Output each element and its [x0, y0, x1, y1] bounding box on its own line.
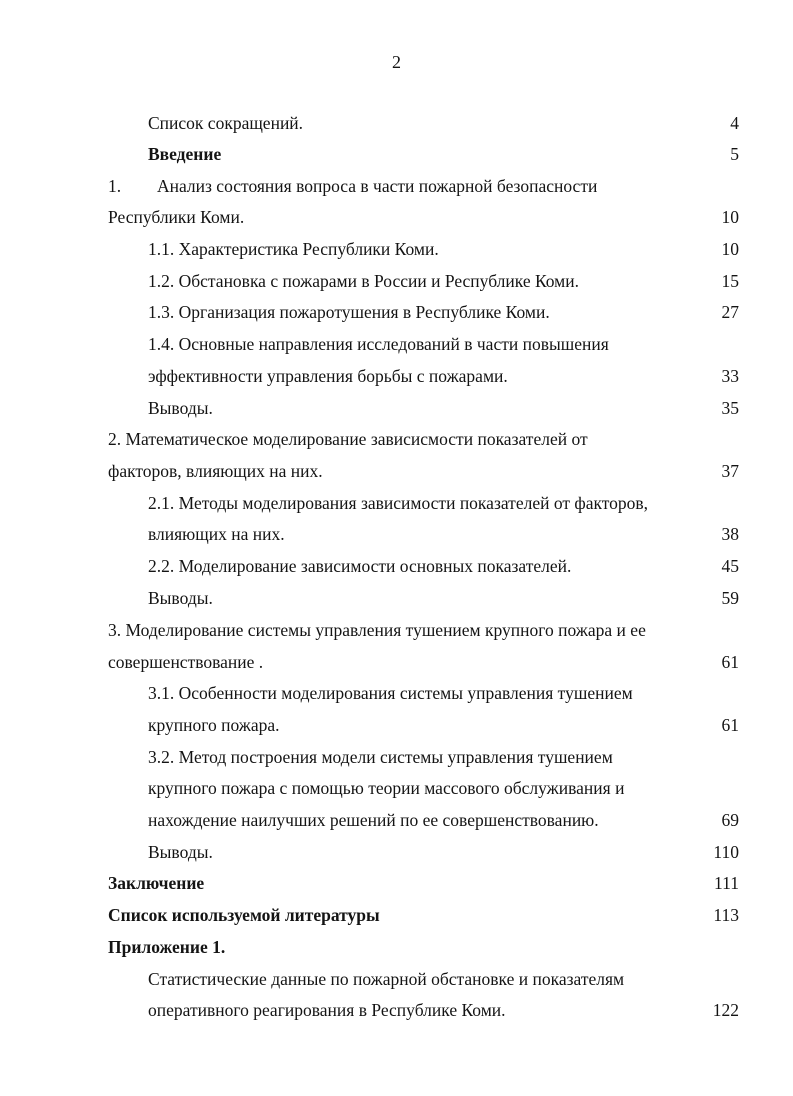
toc-chapter-3-line1 — [0, 617, 793, 643]
toc-entry-page: 61 — [721, 715, 739, 735]
toc-entry-text: эффективности управления борьбы с пожарами. — [148, 366, 508, 386]
toc-entry-text: крупного пожара с помощью теории массового обслуживания и — [148, 778, 625, 798]
toc-entry-text: Анализ состояния вопроса в части пожарной безопасности — [157, 176, 598, 196]
toc-entry-page: 33 — [721, 366, 739, 386]
toc-section-2-1-line2 — [0, 521, 793, 547]
toc-entry-page: 37 — [721, 461, 739, 481]
toc-entry-text: Введение — [148, 144, 222, 164]
toc-entry-text: влияющих на них. — [148, 524, 285, 544]
toc-entry-page: 10 — [721, 207, 739, 227]
toc-entry-text: Выводы. — [148, 588, 213, 608]
toc-entry-page: 61 — [721, 652, 739, 672]
toc-entry-text: Приложение 1. — [108, 937, 226, 957]
toc-section-1-4-line2 — [0, 363, 793, 389]
toc-entry-page: 59 — [721, 588, 739, 608]
toc-chapter-2-conclusions — [0, 585, 793, 611]
toc-entry-text: 2.2. Моделирование зависимости основных показателей. — [148, 556, 572, 576]
toc-entry-text: Выводы. — [148, 842, 213, 862]
toc-entry-text: 1.1. Характеристика Республики Коми. — [148, 239, 439, 259]
toc-entry-references — [0, 902, 793, 928]
toc-appendix-line2 — [0, 997, 793, 1023]
toc-section-1-3 — [0, 299, 793, 325]
toc-section-1-2 — [0, 268, 793, 294]
toc-chapter-2-line1 — [0, 426, 793, 452]
toc-entry-text: 2.1. Методы моделирования зависимости показателей от факторов, — [148, 493, 649, 513]
toc-section-3-1-line2 — [0, 712, 793, 738]
toc-entry-text: нахождение наилучших решений по ее совершенствованию. — [148, 810, 599, 830]
toc-entry-text: 3.1. Особенности моделирования системы управления тушением — [148, 683, 633, 703]
toc-section-3-2-line3 — [0, 807, 793, 833]
toc-chapter-1-line1 — [0, 173, 793, 199]
toc-entry-conclusion — [0, 870, 793, 896]
toc-section-3-1-line1 — [0, 680, 793, 706]
toc-entry-text: Заключение — [108, 873, 205, 893]
toc-entry-text: 3. Моделирование системы управления тушением крупного пожара и ее — [108, 620, 646, 640]
toc-entry-page: 15 — [721, 271, 739, 291]
toc-chapter-3-conclusions — [0, 839, 793, 865]
toc-chapter-3-line2 — [0, 649, 793, 675]
toc-section-2-2 — [0, 553, 793, 579]
toc-section-1-1 — [0, 236, 793, 262]
toc-entry-page: 111 — [714, 873, 739, 893]
toc-entry-page: 110 — [713, 842, 739, 862]
toc-entry-page: 69 — [721, 810, 739, 830]
toc-section-1-4-line1 — [0, 331, 793, 357]
toc-entry-text: Республики Коми. — [108, 207, 245, 227]
toc-section-3-2-line2 — [0, 775, 793, 801]
toc-entry-text: оперативного реагирования в Республике Коми. — [148, 1000, 506, 1020]
toc-entry-text: 3.2. Метод построения модели системы управления тушением — [148, 747, 613, 767]
toc-entry-text: факторов, влияющих на них. — [108, 461, 323, 481]
toc-appendix-title — [0, 934, 793, 960]
toc-section-3-2-line1 — [0, 744, 793, 770]
toc-entry-text: Список используемой литературы — [108, 905, 380, 925]
toc-entry-text: 1.2. Обстановка с пожарами в России и Республике Коми. — [148, 271, 579, 291]
toc-entry-text: 1.4. Основные направления исследований в части повышения — [148, 334, 609, 354]
toc-chapter-number: 1. — [108, 176, 122, 196]
toc-entry-page: 122 — [712, 1000, 739, 1020]
toc-entry-text: Выводы. — [148, 398, 213, 418]
toc-entry-introduction — [0, 141, 793, 167]
toc-entry-abbreviations — [0, 110, 793, 136]
toc-entry-page: 35 — [721, 398, 739, 418]
toc-entry-text: 2. Математическое моделирование зависисмости показателей от — [108, 429, 588, 449]
toc-chapter-1-line2 — [0, 204, 793, 230]
toc-entry-text: 1.3. Организация пожаротушения в Республике Коми. — [148, 302, 550, 322]
toc-entry-text: крупного пожара. — [148, 715, 280, 735]
toc-entry-page: 4 — [730, 113, 739, 133]
toc-chapter-1-conclusions — [0, 395, 793, 421]
toc-entry-text: Статистические данные по пожарной обстановке и показателям — [148, 969, 625, 989]
toc-entry-text: совершенствование . — [108, 652, 264, 672]
toc-entry-page: 27 — [721, 302, 739, 322]
page-number: 2 — [392, 52, 401, 72]
toc-appendix-line1 — [0, 966, 793, 992]
toc-entry-page: 45 — [721, 556, 739, 576]
toc-chapter-2-line2 — [0, 458, 793, 484]
toc-section-2-1-line1 — [0, 490, 793, 516]
toc-entry-page: 10 — [721, 239, 739, 259]
toc-entry-text: Список сокращений. — [148, 113, 304, 133]
toc-entry-page: 113 — [713, 905, 739, 925]
toc-entry-page: 38 — [721, 524, 739, 544]
toc-entry-page: 5 — [730, 144, 739, 164]
